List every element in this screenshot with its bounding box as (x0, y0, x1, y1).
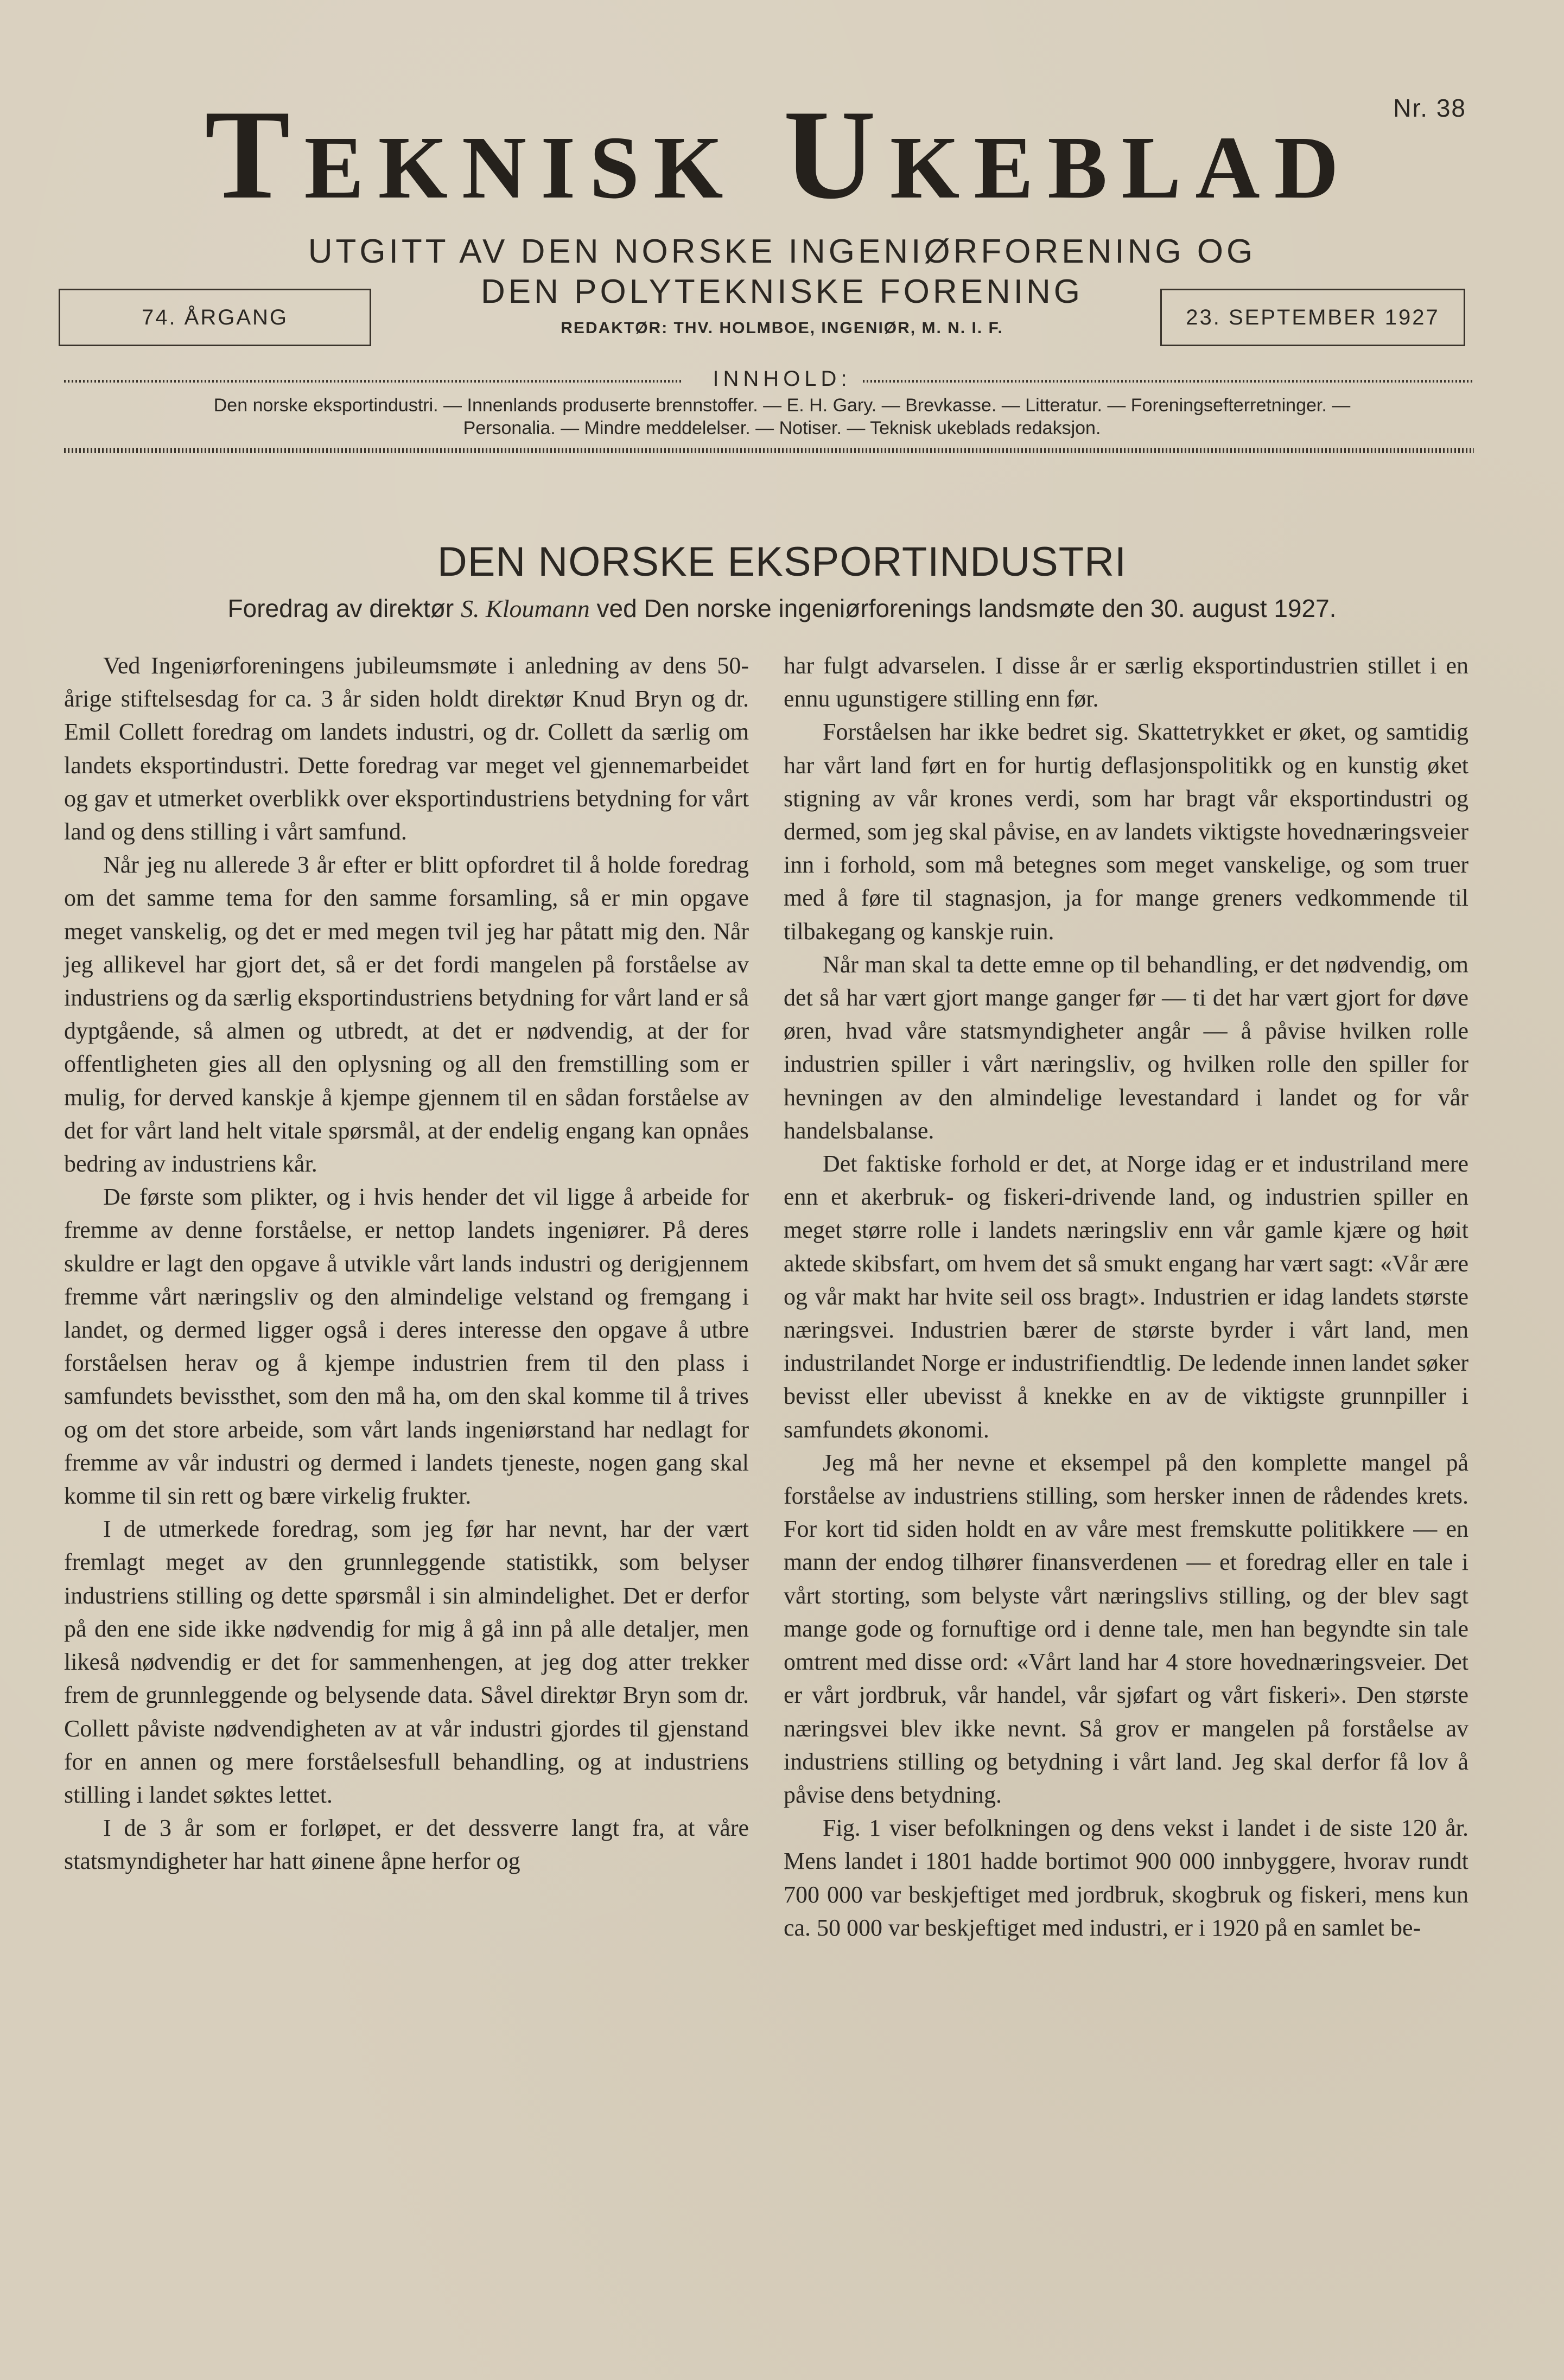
article-column-left (64, 649, 749, 1878)
volume-box (59, 289, 371, 346)
byline-prefix: Foredrag av direktør (227, 594, 454, 622)
article-title: DEN NORSKE EKSPORTINDUSTRI (437, 539, 1127, 585)
paragraph: Fig. 1 viser befolkningen og dens vekst i landet i de siste 120 år. Mens landet i 1801 hadde bortimot 900 000 innbyggere, hvorav rundt 700 000 var beskjeftiget med jordbruk, skogbruk og fiskeri, mens kun ca. 50 000 var beskjeftiget med industri, er i 1920 på en samlet be- (784, 1815, 1468, 1941)
contents-line-2: Personalia. — Mindre meddelelser. — Notiser. — Teknisk ukeblads redaksjon. (463, 418, 1101, 438)
contents-rule-bottom (64, 448, 1474, 453)
editor-line: REDAKTØR: THV. HOLMBOE, INGENIØR, M. N. I. F. (561, 319, 1003, 337)
byline-author: S. Kloumann (461, 595, 590, 622)
volume-label: 74. ÅRGANG (141, 305, 289, 329)
paragraph: Når jeg nu allerede 3 år efter er blitt opfordret til å holde foredrag om det samme tema for den samme forsamling, så er min opgave meget vanskelig, og det er med megen tvil jeg har påtatt mig den. Når jeg allikevel har gjort det, så er det fordi mangelen på forståelse av industriens og da særlig eksportindustriens betydning for vårt land er så dyptgående, så almen og utbredt, at det er nødvendig, at der for offentligheten gies all den oplysning og all den fremstilling som er mulig, for derved kanskje å kjempe gjennem til en sådan forståelse av det for vårt land helt vitale spørsmål, at der endelig engang kan opnåes bedring av industriens kår. (64, 851, 749, 1178)
contents-line-1: Den norske eksportindustri. — Innenlands produserte brennstoffer. — E. H. Gary. — Brevkasse. — Litteratur. — Foreningsefterretninger. — (213, 395, 1351, 416)
paragraph: De første som plikter, og i hvis hender det vil ligge å arbeide for fremme av denne forståelse, er nettop landets ingeniører. På deres skuldre er lagt den opgave å utvikle vårt lands industri og derigjennem fremme vårt næringsliv og den almindelige velstand og fremgang i landet, og dermed ligger også i deres interesse den opgave å utbre forståelsen herav og å kjempe industrien frem til den plass i samfundets bevissthet, som den må ha, om den skal komme til å trives og om det store arbeide, som vårt lands ingeniørstand har nedlagt for fremme av vår industri og dermed i landets tjeneste, nogen gang skal komme til sin rett og bære virkelig frukter. (64, 1183, 749, 1510)
byline-suffix: ved Den norske ingeniørforenings landsmøte den 30. august 1927. (596, 594, 1337, 622)
article-column-right (784, 649, 1468, 1944)
contents-heading: INNHOLD: (713, 367, 851, 391)
masthead-title: Teknisk Ukeblad (205, 84, 1353, 226)
publisher-line-1: UTGITT AV DEN NORSKE INGENIØRFORENING OG (308, 233, 1256, 270)
paragraph: har fulgt advarselen. I disse år er særlig eksportindustrien stillet i en ennu ugunstigere stilling enn før. (784, 652, 1468, 712)
publisher-line-2: DEN POLYTEKNISKE FORENING (480, 273, 1084, 310)
paragraph: Ved Ingeniørforeningens jubileumsmøte i anledning av dens 50-årige stiftelsesdag for ca. 3 år siden holdt direktør Knud Bryn og dr. Emil Collett foredrag om landets industri, og dr. Collett da særlig om landets eksportindustri. Dette foredrag var meget vel gjennemarbeidet og gav et utmerket overblikk over eksportindustriens betydning for vårt land og dens stilling i vårt samfund. (64, 652, 749, 845)
paragraph: Jeg må her nevne et eksempel på den komplette mangel på forståelse av industriens stilling, som hersker innen de rådendes krets. For kort tid siden holdt en av våre mest fremskutte politikkere — en mann der endog tilhører finansverdenen — et foredrag eller en tale i vårt storting, som belyste vårt næringslivs stilling, og der blev sagt mange gode og fornuftige ord i denne tale, men han begyndte sin tale omtrent med disse ord: «Vårt land har 4 store hovednæringsveier. Det er vårt jordbruk, vår handel, vår sjøfart og vårt fiskeri». Den største næringsvei blev ikke nevnt. Så grov er mangelen på forståelse av industriens stilling og betydning i vårt land. Jeg skal derfor få lov å påvise dens betydning. (784, 1449, 1468, 1808)
paragraph: I de utmerkede foredrag, som jeg før har nevnt, har der vært fremlagt meget av den grunnleggende statistikk, som belyser industriens stilling og dette spørsmål i sin almindelighet. Det er derfor på den ene side ikke nødvendig for mig å gå inn på alle detaljer, men likeså nødvendig er det for sammenhengen, at jeg dog atter trekker frem de grunnleggende og belysende data. Såvel direktør Bryn som dr. Collett påviste nødvendigheten av at vår industri gjordes til gjenstand for en annen og mere forståelsesfull behandling, og at industriens stilling i landet søktes lettet. (64, 1516, 749, 1808)
article-byline (0, 594, 1564, 623)
paragraph: I de 3 år som er forløpet, er det dessverre langt fra, at våre statsmyndigheter har hatt øinene åpne herfor og (64, 1815, 749, 1875)
paragraph: Det faktiske forhold er det, at Norge idag er et industriland mere enn et akerbruk- og fiskeri-drivende land, og industrien spiller en meget større rolle i landets næringsliv enn vår gamle kjære og høit aktede skibsfart, om hvem det så smukt engang har vært sagt: «Vår ære og vår makt har hvite seil oss bragt». Industrien er idag landets største næringsvei. Industrien bærer de største byrder i vårt land, men industrilandet Norge er industrifiendtlig. De ledende innen landet søker bevisst eller ubevisst å knekke en av de viktigste grunnpiller i samfundets økonomi. (784, 1150, 1468, 1443)
paragraph: Når man skal ta dette emne op til behandling, er det nødvendig, om det så har vært gjort mange ganger før — ti det har vært gjort for døve øren, hvad våre statsmyndigheter angår — å påvise hvilken rolle industrien spiller i vårt næringsliv, og hvilken rolle den spiller for hevningen av den almindelige levestandard i landet og for vår handelsbalanse. (784, 951, 1468, 1144)
issue-number: Nr. 38 (1393, 94, 1466, 122)
paragraph: Forståelsen har ikke bedret sig. Skattetrykket er øket, og samtidig har vårt land ført en for hurtig deflasjonspolitikk og en kunstig øket stigning av vår krones verdi, som har bragt vår eksportindustri og dermed, som jeg skal påvise, en av landets viktigste hovednæringsveier inn i forhold, som må betegnes som meget vanskelige, og som truer med å føre til stagnasjon, ja for mange greners vedkommende til tilbakegang og kanskje ruin. (784, 718, 1468, 945)
issue-date: 23. SEPTEMBER 1927 (1186, 305, 1440, 329)
date-box (1160, 289, 1465, 346)
